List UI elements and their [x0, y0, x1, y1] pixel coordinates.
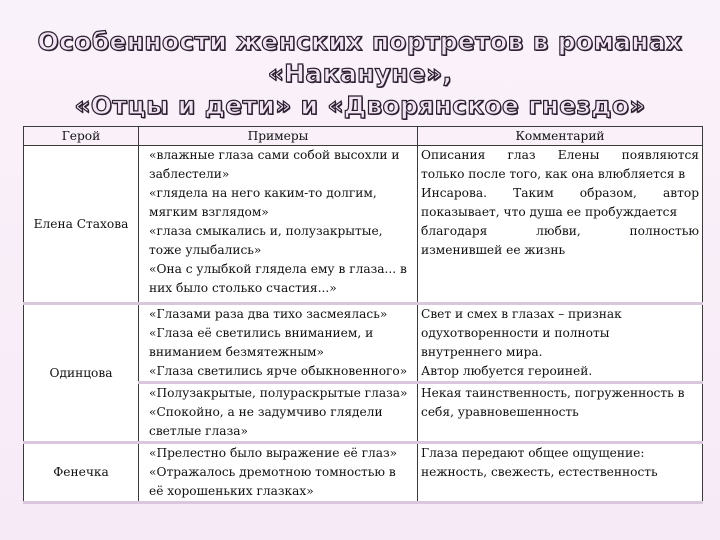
portraits-table — [23, 126, 703, 504]
examples-cell — [139, 443, 418, 503]
examples-cell — [139, 383, 418, 443]
example-line: мягким взглядом» — [149, 205, 269, 219]
example-line: светлые глаза» — [149, 424, 248, 438]
examples-cell — [139, 304, 418, 383]
header-hero: Герой — [24, 127, 139, 146]
comment-line: внутреннего мира. — [421, 345, 543, 359]
example-line: них было столько счастия...» — [149, 281, 337, 295]
example-line: «глядела на него каким-то долгим, — [149, 186, 377, 200]
example-line: «Глаза её светились вниманием, и — [149, 326, 374, 340]
header-comment: Комментарий — [418, 127, 703, 146]
example-line: «Полузакрытые, полураскрытые глаза» — [149, 386, 408, 400]
table-row — [24, 146, 703, 304]
example-line: тоже улыбались» — [149, 243, 262, 257]
example-line: её хорошеньких глазках» — [149, 484, 314, 498]
comment-line: показывает, что душа ее пробуждается — [421, 205, 678, 219]
comment-line: Описания глаз Елены появляются — [421, 148, 699, 162]
example-line: «Глаза светились ярче обыкновенного» — [149, 364, 408, 378]
slide-title — [0, 26, 720, 122]
example-line: «Глазами раза два тихо засмеялась» — [149, 307, 388, 321]
header-examples: Примеры — [139, 127, 418, 146]
table-row — [24, 443, 703, 503]
comment-cell — [418, 146, 703, 304]
example-line: «Прелестно было выражение её глаз» — [149, 446, 398, 460]
comment-cell — [418, 443, 703, 503]
example-line: «Она с улыбкой глядела ему в глаза... в — [149, 262, 407, 276]
comment-line: Глаза передают общее ощущение: — [421, 446, 645, 460]
examples-cell — [139, 146, 418, 304]
comment-line: Автор любуется героиней. — [421, 364, 593, 378]
comment-line: Свет и смех в глазах – признак — [421, 307, 622, 321]
table-row — [24, 304, 703, 383]
example-line: «Спокойно, а не задумчиво глядели — [149, 405, 383, 419]
table-header-row — [24, 127, 703, 146]
comment-cell — [418, 304, 703, 383]
hero-cell: Елена Стахова — [24, 146, 139, 304]
example-line: «влажные глаза сами собой высохли и — [149, 148, 400, 162]
comment-line: Инсарова. Таким образом, автор — [421, 186, 699, 200]
hero-cell: Фенечка — [24, 443, 139, 503]
comment-line: нежность, свежесть, естественность — [421, 465, 658, 479]
comment-line: только после того, как она влюбляется в — [421, 167, 686, 181]
comment-line: одухотворенности и полноты — [421, 326, 610, 340]
example-line: заблестели» — [149, 167, 230, 181]
hero-cell: Одинцова — [24, 304, 139, 443]
example-line: «глаза смыкались и, полузакрытые, — [149, 224, 383, 238]
title-line-2: «Отцы и дети» и «Дворянское гнездо» — [74, 91, 646, 120]
title-line-1: Особенности женских портретов в романах «Накануне», — [37, 27, 683, 88]
comment-cell — [418, 383, 703, 443]
comment-line: изменившей ее жизнь — [421, 243, 566, 257]
example-line: вниманием безмятежным» — [149, 345, 324, 359]
comment-line: себя, уравновешенность — [421, 405, 579, 419]
example-line: «Отражалось дремотною томностью в — [149, 465, 396, 479]
comment-line: благодаря любви, полностью — [421, 224, 699, 238]
comment-line: Некая таинственность, погруженность в — [421, 386, 685, 400]
